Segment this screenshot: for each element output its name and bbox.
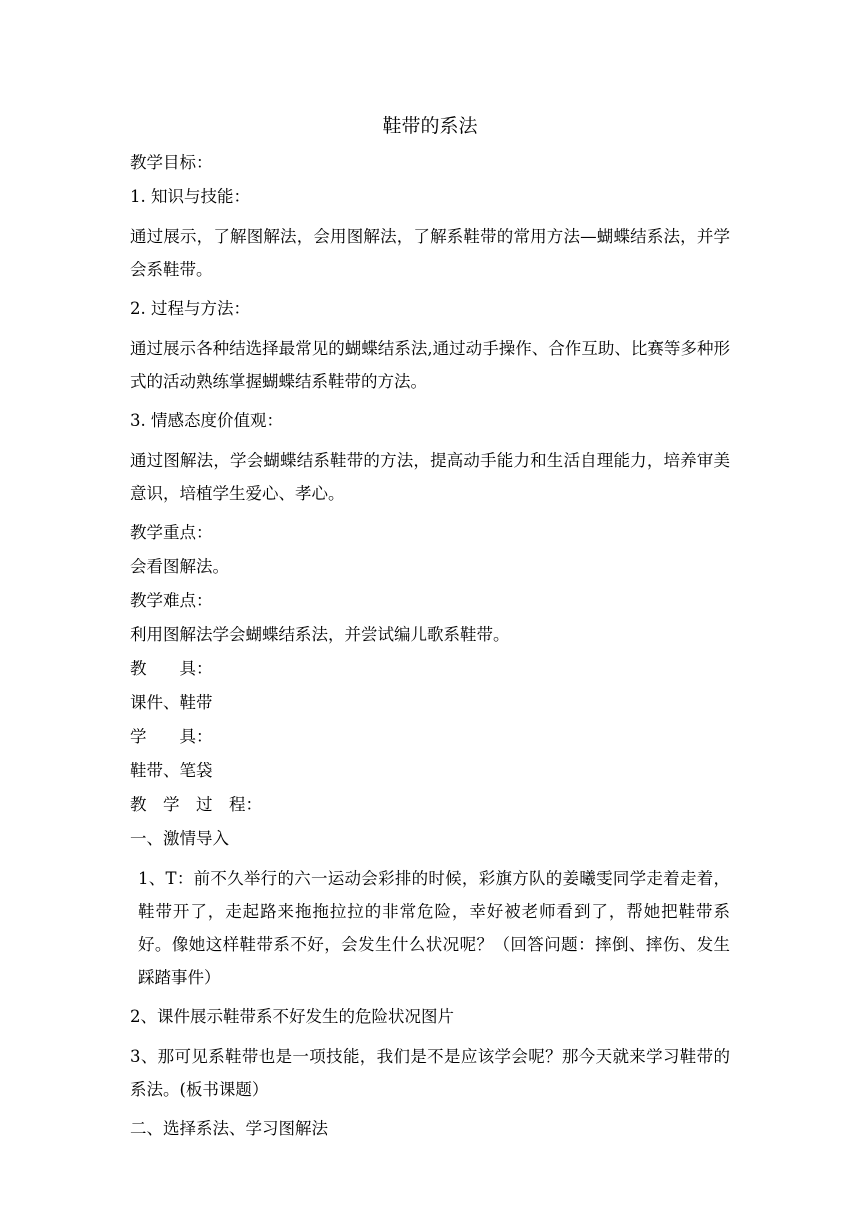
heading-values: 3. 情感态度价值观： (130, 411, 283, 430)
heading-difficulties: 教学难点： (130, 591, 213, 610)
paragraph-student-tools: 鞋带、笔袋 (130, 761, 213, 780)
heading-teaching-process: 教 学 过 程： (130, 795, 262, 814)
heading-section-two: 二、选择系法、学习图解法 (130, 1119, 328, 1138)
paragraph-values: 通过图解法，学会蝴蝶结系鞋带的方法，提高动手能力和生活自理能力，培养审美意识，培植学生爱心、孝心。 (130, 451, 730, 503)
heading-teaching-goals: 教学目标： (130, 153, 213, 172)
heading-student-tools: 学 具： (130, 727, 213, 746)
paragraph-knowledge-skills: 通过展示，了解图解法，会用图解法，了解系鞋带的常用方法—蝴蝶结系法，并学会系鞋带。 (130, 227, 730, 279)
heading-teaching-tools: 教 具： (130, 659, 213, 678)
heading-section-one: 一、激情导入 (130, 829, 229, 848)
heading-knowledge-skills: 1. 知识与技能： (130, 187, 250, 206)
paragraph-teaching-tools: 课件、鞋带 (130, 693, 213, 712)
paragraph-step-1: 1、T：前不久举行的六一运动会彩排的时候，彩旗方队的姜曦雯同学走着走着，鞋带开了，走起路来拖拖拉拉的非常危险，幸好被老师看到了，帮她把鞋带系好。像她这样鞋带系不好，会发生什么状况呢？（回答问题：摔倒、摔伤、发生踩踏事件） (138, 869, 730, 987)
paragraph-process-method: 通过展示各种结选择最常见的蝴蝶结系法,通过动手操作、合作互助、比赛等多种形式的活动熟练掌握蝴蝶结系鞋带的方法。 (130, 339, 730, 391)
heading-key-points: 教学重点： (130, 523, 213, 542)
document-title: 鞋带的系法 (382, 115, 478, 137)
paragraph-difficulties: 利用图解法学会蝴蝶结系法，并尝试编儿歌系鞋带。 (130, 625, 510, 644)
heading-process-method: 2. 过程与方法： (130, 299, 250, 318)
paragraph-key-points: 会看图解法。 (130, 557, 229, 576)
paragraph-step-2: 2、课件展示鞋带系不好发生的危险状况图片 (130, 1007, 454, 1026)
paragraph-step-3: 3、那可见系鞋带也是一项技能，我们是不是应该学会呢？那今天就来学习鞋带的系法。(板书课题） (130, 1047, 730, 1099)
document-body (130, 152, 730, 1152)
